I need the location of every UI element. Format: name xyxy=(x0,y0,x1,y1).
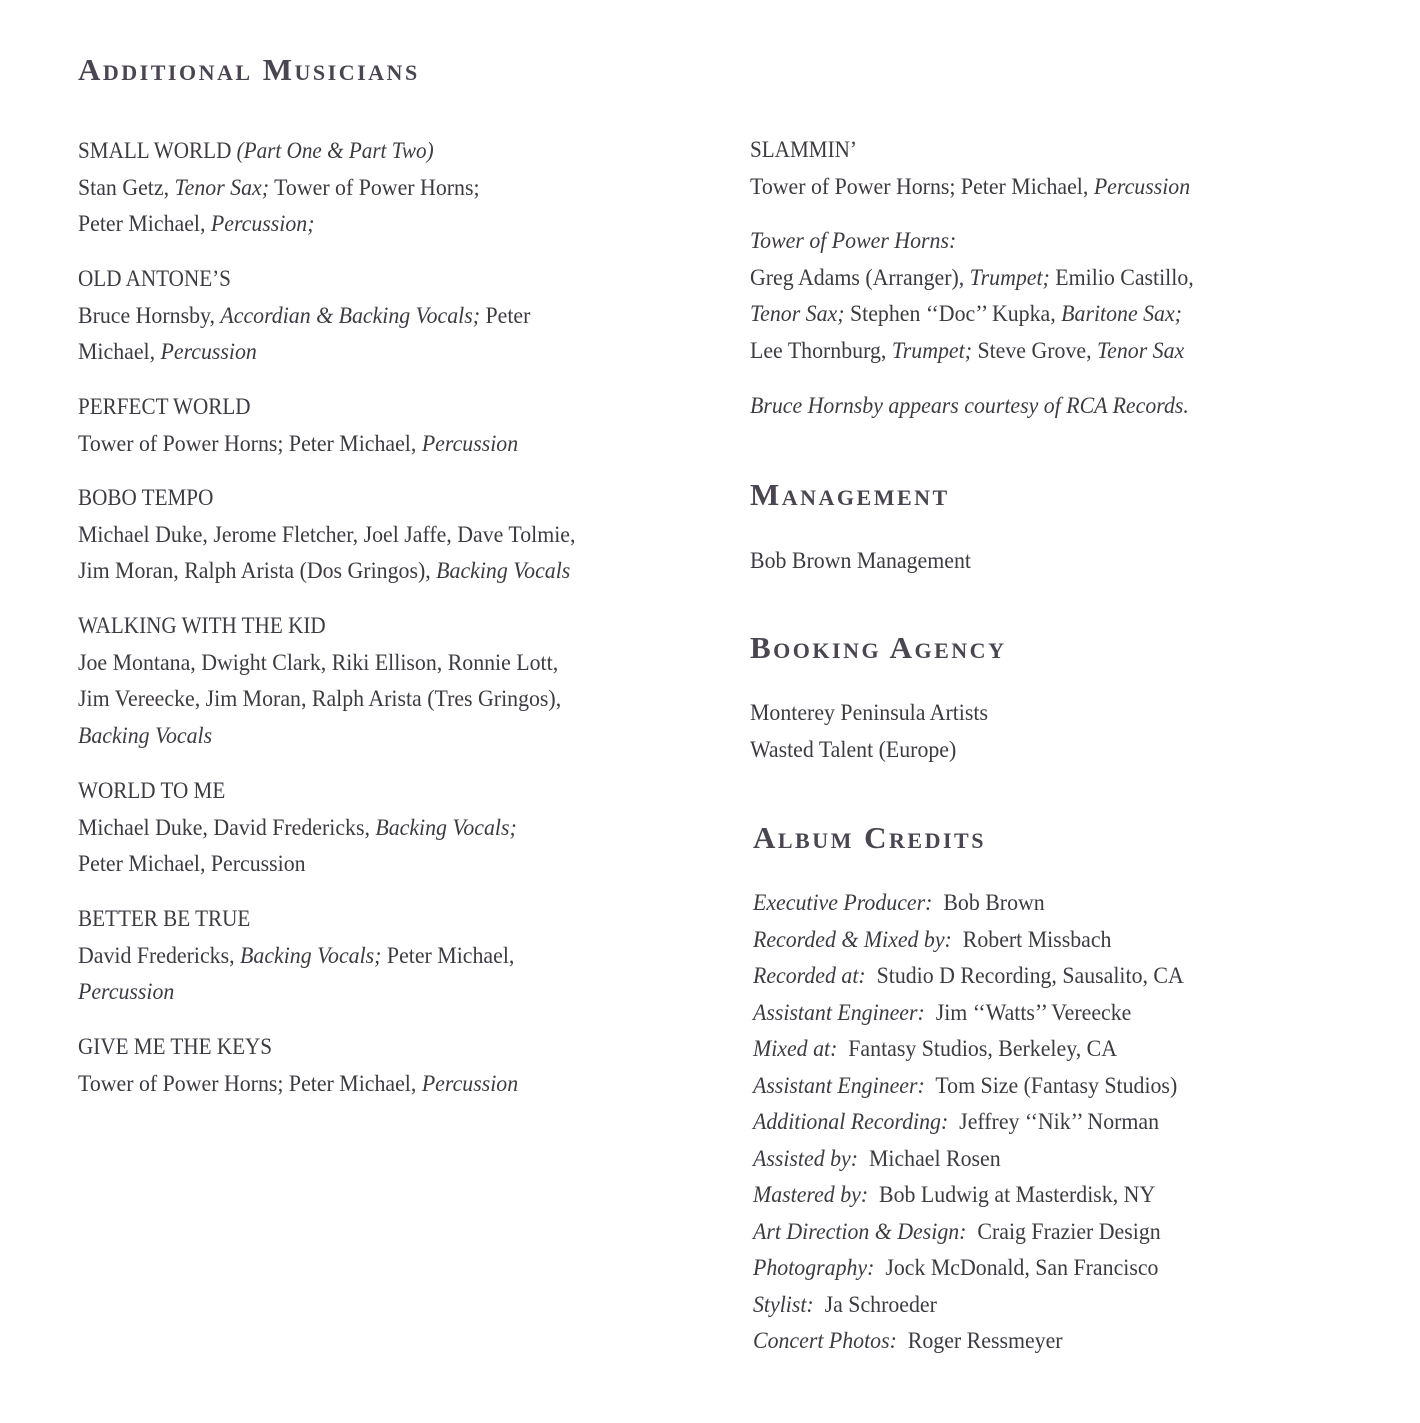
song-credit xyxy=(78,773,550,883)
instrument-text: Backing Vocals; xyxy=(375,814,517,841)
musician-text: Lee Thornburg, xyxy=(750,337,892,364)
credit-role: Concert Photos: xyxy=(753,1328,897,1354)
credit-line xyxy=(78,517,575,554)
credit-name: Bob Ludwig at Masterdisk, NY xyxy=(868,1182,1156,1208)
credit-role: Photography: xyxy=(753,1255,875,1281)
musician-text: Michael Duke, Jerome Fletcher, Joel Jaffe, Dave Tolmie, xyxy=(78,521,576,548)
instrument-text: Percussion xyxy=(78,979,175,1005)
credit-line xyxy=(78,645,561,682)
song-credit xyxy=(78,901,547,1011)
instrument-text: Percussion xyxy=(421,1070,519,1097)
horns-label: Tower of Power Horns: xyxy=(750,228,957,254)
credit-line xyxy=(78,810,517,847)
song-credit xyxy=(750,132,1223,205)
credit-line xyxy=(750,260,1194,297)
credit-role: Stylist: xyxy=(753,1291,814,1318)
musician-text: Emilio Castillo, xyxy=(1049,264,1194,291)
credit-role: Art Direction & Design: xyxy=(753,1218,967,1245)
song-credit xyxy=(78,261,564,371)
credit-name: Jock McDonald, San Francisco xyxy=(874,1255,1159,1281)
song-title: GIVE ME THE KEYS xyxy=(78,1034,273,1060)
musician-text: Steve Grove, xyxy=(971,337,1098,364)
song-title: BETTER BE TRUE xyxy=(78,906,251,932)
instrument-text: Percussion xyxy=(160,339,257,365)
credit-role: Recorded & Mixed by: xyxy=(753,926,952,953)
album-credit-row xyxy=(753,995,1184,1032)
credit-role: Assistant Engineer: xyxy=(753,999,925,1026)
instrument-text: Percussion; xyxy=(210,211,315,237)
album-credit-row xyxy=(753,1104,1184,1141)
musician-text: Peter Michael, Percussion xyxy=(78,851,306,877)
credit-line xyxy=(78,426,518,463)
additional-musicians-heading: Additional Musicians xyxy=(78,52,420,87)
album-credits-heading: Album Credits xyxy=(753,820,986,855)
song-title: PERFECT WORLD xyxy=(78,394,251,420)
instrument-text: Percussion xyxy=(1093,173,1191,200)
musician-text: Joe Montana, Dwight Clark, Riki Ellison, Ronnie Lott, xyxy=(78,649,559,676)
credit-line xyxy=(78,681,561,718)
credit-role: Assistant Engineer: xyxy=(753,1072,925,1099)
song-title: SLAMMIN’ xyxy=(750,137,857,163)
credit-line xyxy=(78,334,530,371)
credit-line xyxy=(78,206,480,243)
credit-name: Studio D Recording, Sausalito, CA xyxy=(865,963,1184,989)
booking-agency-line: Wasted Talent (Europe) xyxy=(750,736,957,763)
management-list xyxy=(750,543,988,580)
album-credit-row xyxy=(753,1177,1184,1214)
album-credit-row xyxy=(753,1068,1184,1105)
instrument-text: Tenor Sax; xyxy=(174,174,270,201)
booking-agency-list xyxy=(750,695,1006,768)
song-title: WORLD TO ME xyxy=(78,778,226,804)
song-credit xyxy=(78,1029,551,1102)
album-credit-row xyxy=(753,1031,1184,1068)
musician-text: Peter Michael, xyxy=(381,942,515,969)
album-credit-row xyxy=(753,1250,1184,1287)
credit-role: Mixed at: xyxy=(753,1036,838,1062)
album-credits-list xyxy=(753,885,1216,1360)
credit-line xyxy=(78,298,530,335)
musician-text: Bruce Hornsby, xyxy=(78,302,221,329)
booking-agency-heading: Booking Agency xyxy=(750,630,1007,665)
album-credit-row xyxy=(753,922,1184,959)
credit-name: Craig Frazier Design xyxy=(966,1218,1161,1245)
album-credit-row xyxy=(753,1214,1184,1251)
album-credit-row xyxy=(753,1323,1184,1360)
credit-name: Jim ‘‘Watts’’ Vereecke xyxy=(924,999,1132,1026)
horns-credit xyxy=(750,223,1227,369)
instrument-text: Trumpet; xyxy=(969,264,1050,291)
credit-role: Executive Producer: xyxy=(753,890,933,916)
credit-name: Michael Rosen xyxy=(858,1145,1001,1172)
instrument-text: Backing Vocals xyxy=(436,558,571,584)
credit-role: Mastered by: xyxy=(753,1182,869,1208)
musician-text: Peter Michael, xyxy=(78,211,211,237)
song-title: OLD ANTONE’S xyxy=(78,266,231,292)
musician-text: Jim Moran, Ralph Arista (Dos Gringos), xyxy=(78,558,437,584)
courtesy-note xyxy=(750,388,1222,425)
credit-role: Additional Recording: xyxy=(753,1109,949,1135)
credit-name: Tom Size (Fantasy Studios) xyxy=(924,1072,1178,1099)
management-heading: Management xyxy=(750,477,950,512)
album-credit-row xyxy=(753,1141,1184,1178)
musician-text: Tower of Power Horns; Peter Michael, xyxy=(78,1070,422,1097)
musician-text: Tower of Power Horns; Peter Michael, xyxy=(78,430,422,457)
credit-role: Assisted by: xyxy=(753,1145,859,1172)
instrument-text: Tenor Sax xyxy=(1097,337,1185,364)
musician-text: Stan Getz, xyxy=(78,174,175,201)
instrument-text: Backing Vocals xyxy=(78,722,213,749)
credit-line xyxy=(750,333,1194,370)
booking-agency-line: Monterey Peninsula Artists xyxy=(750,700,988,726)
musician-text: Tower of Power Horns; Peter Michael, xyxy=(750,173,1094,200)
credit-line xyxy=(78,974,514,1011)
musician-text: Michael Duke, David Fredericks, xyxy=(78,814,376,841)
album-credit-row xyxy=(753,885,1184,922)
courtesy-text: Bruce Hornsby appears courtesy of RCA Records. xyxy=(750,393,1189,419)
credit-line xyxy=(78,170,480,207)
musician-text: Jim Vereecke, Jim Moran, Ralph Arista (Tres Gringos), xyxy=(78,686,562,712)
song-credit xyxy=(78,389,551,462)
instrument-text: Accordian & Backing Vocals; xyxy=(220,302,481,329)
credit-line xyxy=(78,938,514,975)
musician-text: Michael, xyxy=(78,339,161,365)
song-credit xyxy=(78,133,510,243)
credit-line xyxy=(78,846,517,883)
song-title: BOBO TEMPO xyxy=(78,485,214,511)
instrument-text: Baritone Sax; xyxy=(1061,301,1182,327)
album-credit-row xyxy=(753,958,1184,995)
musician-text: Stephen ‘‘Doc’’ Kupka, xyxy=(844,301,1062,327)
instrument-text: Tenor Sax; xyxy=(750,301,845,327)
instrument-text: Backing Vocals; xyxy=(240,942,382,969)
credit-name: Fantasy Studios, Berkeley, CA xyxy=(837,1036,1118,1062)
credit-line xyxy=(78,553,575,590)
credit-name: Bob Brown xyxy=(932,890,1045,916)
song-title: SMALL WORLD (Part One & Part Two) xyxy=(78,138,434,164)
song-title: WALKING WITH THE KID xyxy=(78,613,326,639)
credit-role: Recorded at: xyxy=(753,963,866,989)
musician-text: David Fredericks, xyxy=(78,942,241,969)
management-line: Bob Brown Management xyxy=(750,548,971,574)
instrument-text: Percussion xyxy=(421,430,519,457)
musician-text: Tower of Power Horns; xyxy=(269,174,480,201)
musician-text: Greg Adams (Arranger), xyxy=(750,264,970,291)
credit-line xyxy=(750,296,1194,333)
instrument-text: Trumpet; xyxy=(891,337,972,364)
musician-text: Peter xyxy=(480,302,531,329)
album-credit-row xyxy=(753,1287,1184,1324)
song-credit xyxy=(78,608,598,754)
credit-name: Roger Ressmeyer xyxy=(896,1328,1063,1354)
credit-name: Robert Missbach xyxy=(951,926,1112,953)
song-credit xyxy=(78,480,613,590)
credit-line xyxy=(750,169,1190,206)
credit-name: Ja Schroeder xyxy=(813,1291,937,1318)
credit-line xyxy=(78,1066,518,1103)
credit-name: Jeffrey ‘‘Nik’’ Norman xyxy=(948,1109,1160,1135)
song-title-note: (Part One & Part Two) xyxy=(236,138,434,164)
credit-line xyxy=(78,718,561,755)
